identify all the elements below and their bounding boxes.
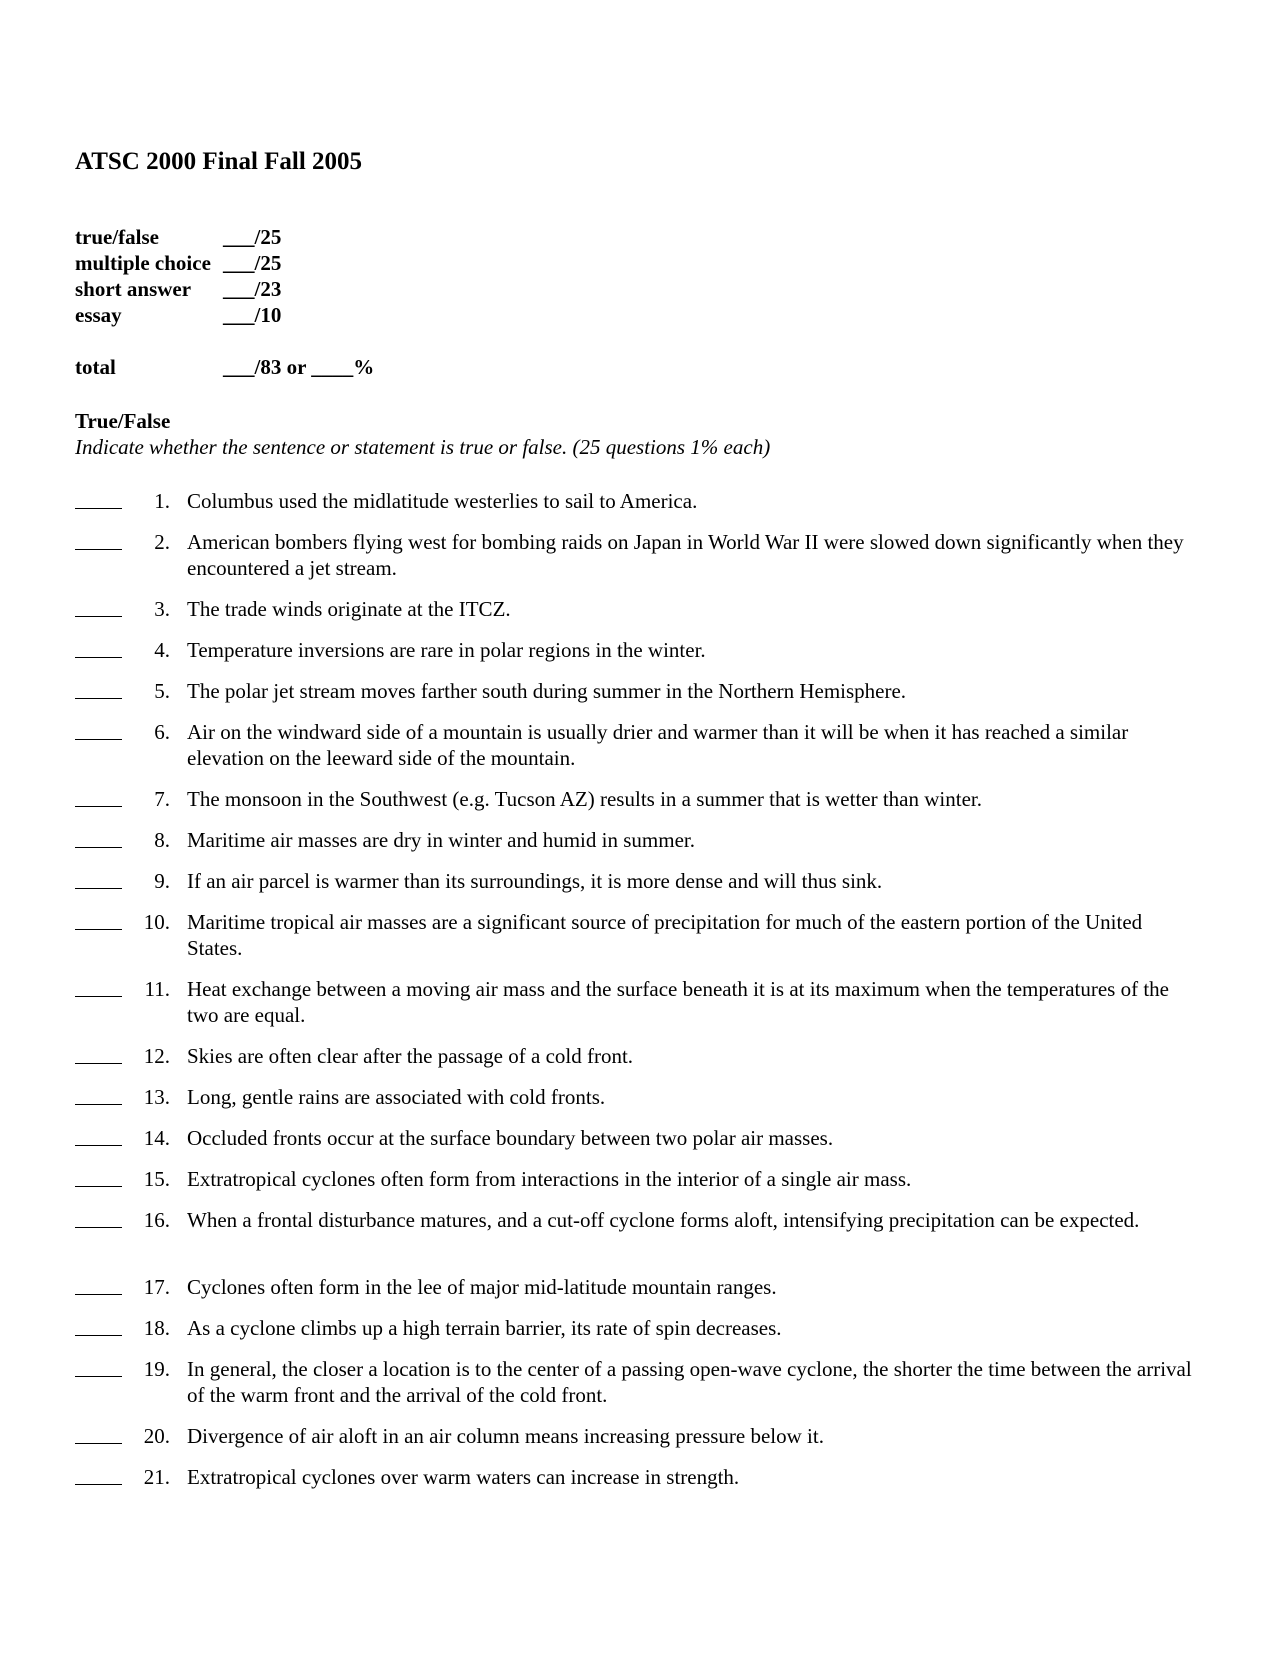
- percent-blank[interactable]: ____: [311, 355, 354, 379]
- question-text: Cyclones often form in the lee of major mid-latitude mountain ranges.: [187, 1275, 777, 1299]
- question-text: Skies are often clear after the passage of a cold front.: [187, 1044, 634, 1068]
- score-blank[interactable]: ___: [223, 225, 255, 249]
- question-text: If an air parcel is warmer than its surroundings, it is more dense and will thus sink.: [187, 869, 883, 893]
- question-number: 5.: [154, 679, 170, 703]
- question-text: American bombers flying west for bombing raids on Japan in World War II were slowed down significantly when they encountered a jet stream.: [187, 530, 1184, 580]
- section-heading: True/False: [75, 409, 171, 433]
- question-number: 11.: [144, 977, 170, 1001]
- question-number: 20.: [143, 1424, 170, 1448]
- question-text: Occluded fronts occur at the surface boundary between two polar air masses.: [187, 1126, 834, 1150]
- score-label: true/false: [75, 225, 159, 249]
- score-row-short-answer: [75, 276, 281, 302]
- question-text: Air on the windward side of a mountain is usually drier and warmer than it will be when it has reached a similar elevation on the leeward side of the mountain.: [187, 720, 1129, 770]
- question-number: 17.: [143, 1275, 170, 1299]
- question-number: 2.: [154, 530, 170, 554]
- question-number: 1.: [154, 489, 170, 513]
- score-row-multiple-choice: [75, 250, 281, 276]
- question-number: 3.: [154, 597, 170, 621]
- score-row-essay: [75, 302, 281, 328]
- question-text: Columbus used the midlatitude westerlies to sail to America.: [187, 489, 698, 513]
- question-text: Long, gentle rains are associated with cold fronts.: [187, 1085, 606, 1109]
- question-number: 9.: [154, 869, 170, 893]
- score-label: short answer: [75, 277, 192, 301]
- question-number: 7.: [154, 787, 170, 811]
- score-value: /25: [254, 225, 282, 249]
- score-value: /23: [254, 277, 282, 301]
- question-number: 19.: [143, 1357, 170, 1381]
- total-label: total: [75, 355, 116, 379]
- total-value: /83 or: [254, 355, 307, 379]
- exam-title: ATSC 2000 Final Fall 2005: [75, 148, 363, 175]
- question-text: Extratropical cyclones often form from interactions in the interior of a single air mass.: [187, 1167, 912, 1191]
- question-text: The polar jet stream moves farther south during summer in the Northern Hemisphere.: [187, 679, 907, 703]
- question-text: Maritime tropical air masses are a significant source of precipitation for much of the eastern portion of the United States.: [187, 910, 1143, 960]
- percent-sign: %: [353, 355, 375, 379]
- question-number: 6.: [154, 720, 170, 744]
- section-instructions: Indicate whether the sentence or statement is true or false. (25 questions 1% each): [75, 435, 771, 459]
- score-label: multiple choice: [75, 251, 211, 275]
- question-number: 18.: [143, 1316, 170, 1340]
- question-text: When a frontal disturbance matures, and a cut-off cyclone forms aloft, intensifying precipitation can be expected.: [187, 1208, 1140, 1232]
- total-blank[interactable]: ___: [223, 355, 255, 379]
- score-blank[interactable]: ___: [223, 251, 255, 275]
- question-number: 12.: [143, 1044, 170, 1068]
- question-number: 15.: [143, 1167, 170, 1191]
- score-blank[interactable]: ___: [223, 277, 255, 301]
- score-blank[interactable]: ___: [223, 303, 255, 327]
- question-text: The monsoon in the Southwest (e.g. Tucson AZ) results in a summer that is wetter than winter.: [187, 787, 982, 811]
- question-text: Temperature inversions are rare in polar regions in the winter.: [187, 638, 706, 662]
- question-text: Heat exchange between a moving air mass and the surface beneath it is at its maximum when the temperatures of the two are equal.: [187, 977, 1169, 1027]
- score-label: essay: [75, 303, 122, 327]
- question-text: Extratropical cyclones over warm waters can increase in strength.: [187, 1465, 740, 1489]
- question-number: 4.: [154, 638, 170, 662]
- question-number: 10.: [143, 910, 170, 934]
- score-value: /25: [254, 251, 282, 275]
- question-text: The trade winds originate at the ITCZ.: [187, 597, 511, 621]
- question-number: 13.: [143, 1085, 170, 1109]
- score-value: /10: [254, 303, 282, 327]
- question-number: 21.: [143, 1465, 170, 1489]
- score-row-total: [75, 354, 374, 380]
- question-number: 16.: [143, 1208, 170, 1232]
- question-text: Divergence of air aloft in an air column means increasing pressure below it.: [187, 1424, 824, 1448]
- question-number: 8.: [154, 828, 170, 852]
- question-text: In general, the closer a location is to the center of a passing open-wave cyclone, the shorter the time between the arrival of the warm front and the arrival of the cold front.: [187, 1357, 1192, 1407]
- question-text: Maritime air masses are dry in winter and humid in summer.: [187, 828, 695, 852]
- question-number: 14.: [143, 1126, 170, 1150]
- score-row-true-false: [75, 224, 281, 250]
- question-text: As a cyclone climbs up a high terrain barrier, its rate of spin decreases.: [187, 1316, 782, 1340]
